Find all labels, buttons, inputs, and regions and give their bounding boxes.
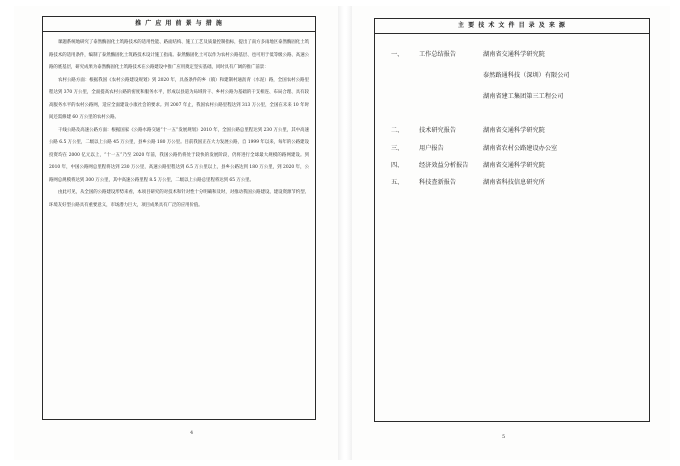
right-page-number: 5 <box>502 434 506 440</box>
paragraph-intro: 课题系统地研究了泰然酶固化土筑路技术的适用性能、路面结构、施工工艺及质量控制指标，提出了南方多雨地区泰然酶固化土筑路技术的适用条件，编制了泰然酶固化土筑路技术设计施工指南。泰然酶固化土可以作为农村公路基层、也可用于低等级公路、高速公路的底基层，研究成果为泰然酶固化土筑路技术在公路建设中推广应用奠定坚实基础，同时具有广阔的推广前景： <box>49 40 309 70</box>
doc-entry-source: 湖南省交通科学研究院 <box>483 51 545 58</box>
paragraph-rural-roads: 农村公路方面：根据我国《农村公路建设规划》到 2020 年，具备条件的乡（镇）和建制村通沥青（水泥）路，全国农村公路里程达到 370 万公里，全面提高农村公路的密度和服务水平，形成以县道为局域骨干、乡村公路为基础的干支相连、布局合理、具有较高服务水平的农村公路网，适应全面建设小康社会的要求。到 2007 年止，我国农村公路里程达到 313 万公里，全国在未来 10 年时间还需修建 60 万公里的农村公路。 <box>49 77 309 120</box>
doc-entry-source: 湖南省交通科学研究院 <box>483 127 545 134</box>
doc-entry-source: 湖南省交通科学研究院 <box>483 162 545 169</box>
right-page <box>352 6 670 460</box>
doc-entry-number: 四、 <box>391 162 404 169</box>
doc-entry-label: 工作总结报告 <box>419 51 457 58</box>
doc-entry-number: 三、 <box>391 145 404 152</box>
left-page-number: 4 <box>190 430 194 436</box>
paragraph-highways: 干线公路及高速公路方面：根据国家《公路水路交通“十一五”发展规划》2010 年，全国公路总里程达到 230 万公里，其中高速公路 6.5 万公里，二级以上公路 45 万公里，县乡公路 180 万公里。目前我国正在大力发展公路，自 1999 年以来，每年的公路建设投资均在 2000 亿元以上，“十一五”乃至 2020 年前，我国公路仍将处于较快的发展阶段，仍将进行全球最大规模的路网建设。到 2010 年，中国公路网总里程将达到 230 万公里，高速公路里程达到 6.5 万公里以上，县乡公路达到 180 万公里，到 2020 年，公路网总规模将达到 300 万公里，其中高速公路里程 8.5 万公里，二级以上公路总里程将达到 65 万公里。 <box>49 127 309 183</box>
doc-entry-number: 五、 <box>391 179 404 186</box>
left-page-title: 推 广 应 用 前 景 与 措 施 <box>43 17 315 32</box>
right-page-frame <box>374 18 650 422</box>
doc-entry-label: 用户报告 <box>419 145 444 152</box>
doc-entry-label: 经济效益分析报告 <box>419 162 469 169</box>
left-page <box>14 6 338 460</box>
doc-entry-label: 技术研究报告 <box>419 127 457 134</box>
left-page-frame <box>42 16 316 420</box>
left-page-body <box>49 37 309 212</box>
paragraph-conclusion: 由此可见，从全国的公路建设形势来看，本项目研究的对技术和针对性十分明确和及时，对推动我国公路建设、建设资源节约型、环境友好型公路具有重要意义，市场潜力巨大，项目成果具有广泛的应用价值。 <box>49 190 309 208</box>
doc-entry-number: 二、 <box>391 127 404 134</box>
doc-entry-source: 湖南省建工集团第三工程公司 <box>483 93 564 100</box>
doc-entry-source: 湖南省农村公路建设办公室 <box>483 145 558 152</box>
right-page-title: 主 要 技 术 文 件 目 录 及 来 源 <box>375 19 649 34</box>
doc-entry-source: 泰然路通科技（深圳）有限公司 <box>483 72 570 79</box>
spine-shadow <box>338 6 352 460</box>
doc-entry-source: 湖南省科技信息研究所 <box>483 179 545 186</box>
doc-entry-number: 一、 <box>391 51 404 58</box>
doc-entry-label: 科技查新报告 <box>419 179 457 186</box>
